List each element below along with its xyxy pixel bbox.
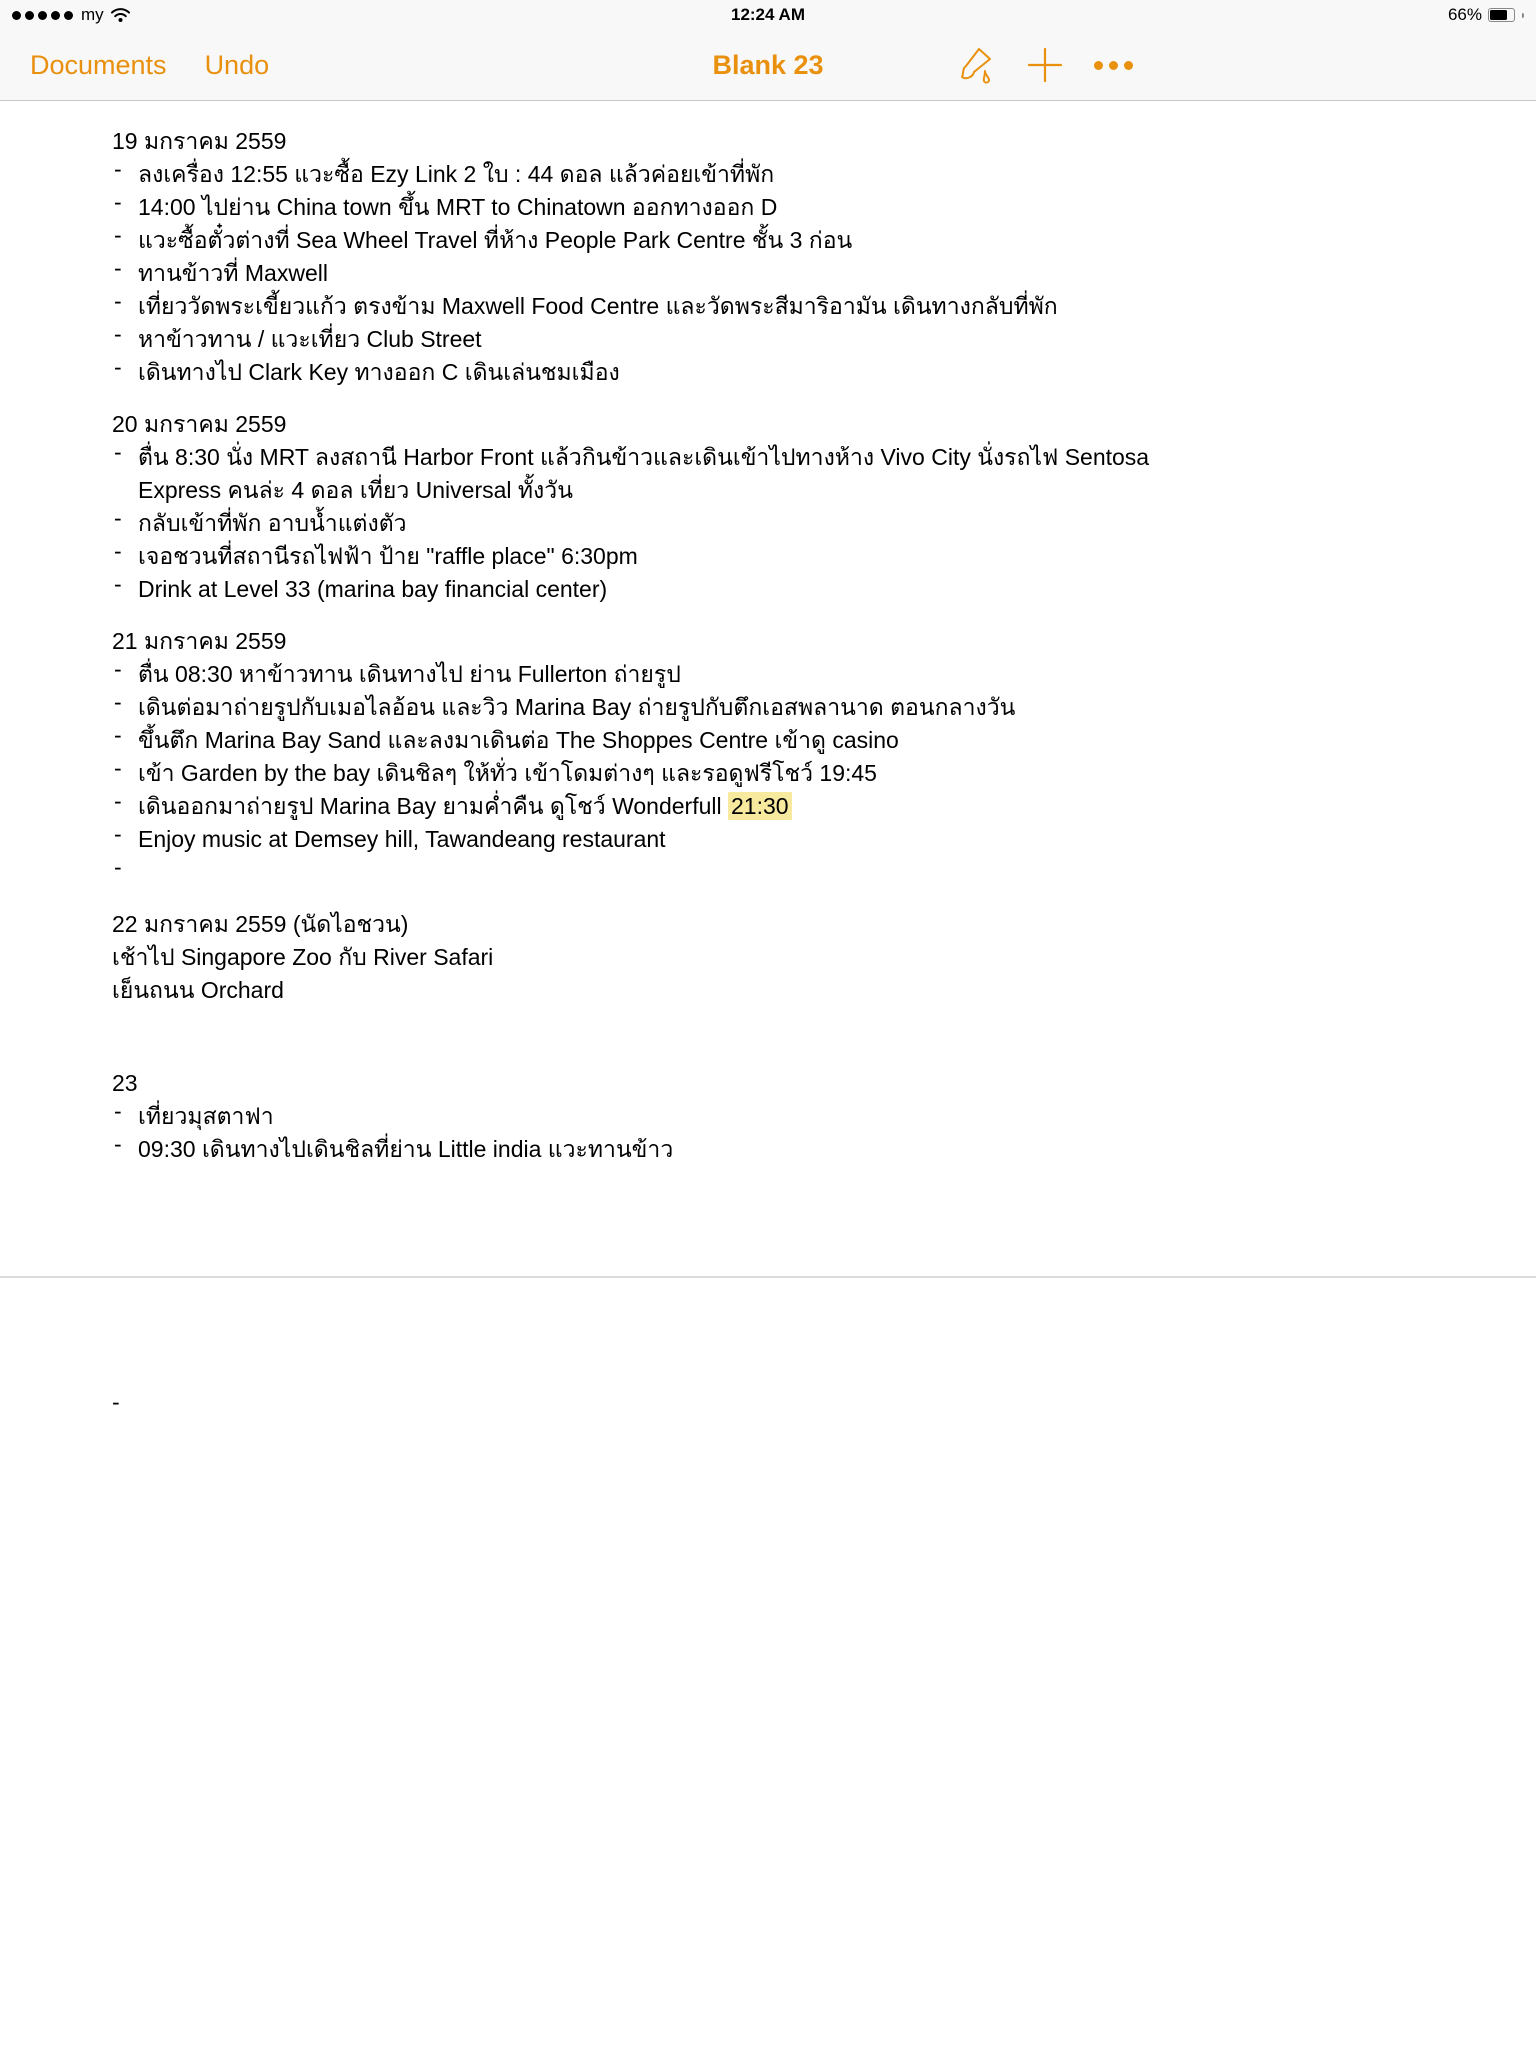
- bullet-dash: -: [114, 1131, 122, 1157]
- list-item-text: Enjoy music at Demsey hill, Tawandeang restaurant: [138, 826, 666, 852]
- add-button[interactable]: [1026, 46, 1064, 84]
- list-item[interactable]: [112, 1100, 1466, 1133]
- list-item[interactable]: [112, 724, 1466, 757]
- list-item-continuation[interactable]: [112, 474, 1466, 507]
- date-heading[interactable]: 19 มกราคม 2559: [112, 128, 287, 154]
- plain-line[interactable]: [112, 941, 1466, 974]
- page2-dash[interactable]: -: [112, 1389, 120, 1415]
- bullet-dash: -: [114, 1098, 122, 1124]
- carrier-label: my: [81, 5, 104, 24]
- ellipsis-icon: [1094, 61, 1133, 70]
- list-item-text: ตื่น 8:30 นั่ง MRT ลงสถานี Harbor Front แล้วกินข้าวและเดินเข้าไปทางห้าง Vivo City นั่งรถไฟ Sentosa: [138, 444, 1150, 470]
- bullet-dash: -: [114, 722, 122, 748]
- battery-percent: 66%: [1447, 5, 1482, 24]
- bullet-dash: -: [114, 255, 122, 281]
- list-item[interactable]: [112, 323, 1466, 356]
- list-item-empty[interactable]: [112, 856, 1466, 889]
- list-item-text: ตื่น 08:30 หาข้าวทาน เดินทางไป ย่าน Fullerton ถ่ายรูป: [138, 661, 681, 687]
- list-item-text: แวะซื้อตั๋วต่างที่ Sea Wheel Travel ที่ห้าง People Park Centre ชั้น 3 ก่อน: [138, 227, 853, 253]
- list-item-text: เดินต่อมาถ่ายรูปกับเมอไลอ้อน และวิว Marina Bay ถ่ายรูปกับตึกเอสพลานาด ตอนกลางวัน: [138, 694, 1016, 720]
- bullet-dash: -: [114, 656, 122, 682]
- date-heading[interactable]: 22 มกราคม 2559 (นัดไอชวน): [112, 911, 409, 937]
- list-item-text: ทานข้าวที่ Maxwell: [138, 260, 328, 286]
- plus-icon: [1026, 46, 1064, 84]
- status-bar: [0, 0, 1536, 30]
- list-item-text: เที่ยวมุสตาฟา: [138, 1103, 274, 1129]
- bullet-dash: -: [114, 538, 122, 564]
- bullet-dash: -: [114, 439, 122, 465]
- date-heading[interactable]: 21 มกราคม 2559: [112, 628, 287, 654]
- bullet-dash: -: [114, 689, 122, 715]
- more-button[interactable]: [1094, 61, 1133, 70]
- plain-line-text: เย็นถนน Orchard: [112, 977, 284, 1003]
- list-item-text: เจอชวนที่สถานีรถไฟฟ้า ป้าย "raffle place" 6:30pm: [138, 543, 638, 569]
- date-heading[interactable]: 23: [112, 1070, 138, 1096]
- list-item[interactable]: [112, 290, 1466, 323]
- list-item[interactable]: [112, 573, 1466, 606]
- list-item-text: Express คนล่ะ 4 ดอล เที่ยว Universal ทั้งวัน: [138, 477, 573, 503]
- list-item[interactable]: [112, 441, 1466, 474]
- list-item[interactable]: [112, 823, 1466, 856]
- list-item-text: 09:30 เดินทางไปเดินชิลที่ย่าน Little india แวะทานข้าว: [138, 1136, 674, 1162]
- page-break-line: [0, 1276, 1536, 1278]
- highlighted-time: 21:30: [728, 792, 792, 820]
- list-item-text: เดินทางไป Clark Key ทางออก C เดินเล่นชมเมือง: [138, 359, 620, 385]
- undo-button[interactable]: Undo: [204, 49, 270, 80]
- list-item-text: ลงเครื่อง 12:55 แวะซื้อ Ezy Link 2 ใบ : 44 ดอล แล้วค่อยเข้าที่พัก: [138, 161, 775, 187]
- plain-line[interactable]: [112, 974, 1466, 1007]
- list-item-text: Drink at Level 33 (marina bay financial center): [138, 576, 608, 602]
- list-item-text: เที่ยววัดพระเขี้ยวแก้ว ตรงข้าม Maxwell Food Centre และวัดพระสีมาริอามัน เดินทางกลับที่พัก: [138, 293, 1058, 319]
- list-item-text: เข้า Garden by the bay เดินชิลๆ ให้ทั่ว เข้าโดมต่างๆ และรอดูฟรีโชว์ 19:45: [138, 760, 877, 786]
- list-item[interactable]: [112, 658, 1466, 691]
- list-item-text: เดินออกมาถ่ายรูป Marina Bay ยามค่ำคืน ดูโชว์ Wonderfull: [138, 793, 728, 819]
- bullet-dash: -: [114, 189, 122, 215]
- list-item-text: ขึ้นตึก Marina Bay Sand และลงมาเดินต่อ The Shoppes Centre เข้าดู casino: [138, 727, 899, 753]
- bullet-dash: -: [114, 354, 122, 380]
- list-item[interactable]: [112, 1133, 1466, 1166]
- list-item[interactable]: [112, 356, 1466, 389]
- bullet-dash: -: [114, 571, 122, 597]
- wifi-icon: [110, 7, 131, 23]
- list-item[interactable]: [112, 691, 1466, 724]
- plain-line-text: เช้าไป Singapore Zoo กับ River Safari: [112, 944, 494, 970]
- list-item-text: กลับเข้าที่พัก อาบน้ำแต่งตัว: [138, 510, 407, 536]
- bullet-dash: -: [114, 321, 122, 347]
- cell-signal-icon: [12, 11, 73, 20]
- list-item[interactable]: [112, 158, 1466, 191]
- list-item[interactable]: [112, 757, 1466, 790]
- list-item-text: หาข้าวทาน / แวะเที่ยว Club Street: [138, 326, 482, 352]
- bullet-dash: -: [114, 788, 122, 814]
- status-battery: [1448, 5, 1524, 25]
- bullet-dash: -: [114, 222, 122, 248]
- list-item[interactable]: [112, 540, 1466, 573]
- list-item[interactable]: [112, 224, 1466, 257]
- toolbar: [0, 30, 1536, 101]
- battery-icon: [1488, 8, 1515, 22]
- format-brush-icon: [952, 43, 996, 87]
- list-item-text: 14:00 ไปย่าน China town ขึ้น MRT to Chinatown ออกทางออก D: [138, 194, 778, 220]
- list-item[interactable]: [112, 507, 1466, 540]
- list-item[interactable]: [112, 257, 1466, 290]
- document-canvas[interactable]: [0, 101, 1536, 1419]
- document-title: Blank 23: [712, 49, 824, 80]
- bullet-dash: -: [114, 156, 122, 182]
- list-item[interactable]: [112, 790, 1466, 823]
- bullet-dash: -: [114, 288, 122, 314]
- date-heading[interactable]: 20 มกราคม 2559: [112, 411, 287, 437]
- bullet-dash: -: [114, 755, 122, 781]
- status-left: [12, 5, 131, 25]
- bullet-dash: -: [114, 505, 122, 531]
- documents-button[interactable]: Documents: [30, 49, 167, 80]
- status-time: 12:24 AM: [730, 5, 805, 24]
- bullet-dash: -: [114, 854, 122, 880]
- format-brush-button[interactable]: [952, 43, 996, 87]
- battery-nub: [1522, 13, 1524, 18]
- list-item[interactable]: [112, 191, 1466, 224]
- bullet-dash: -: [114, 821, 122, 847]
